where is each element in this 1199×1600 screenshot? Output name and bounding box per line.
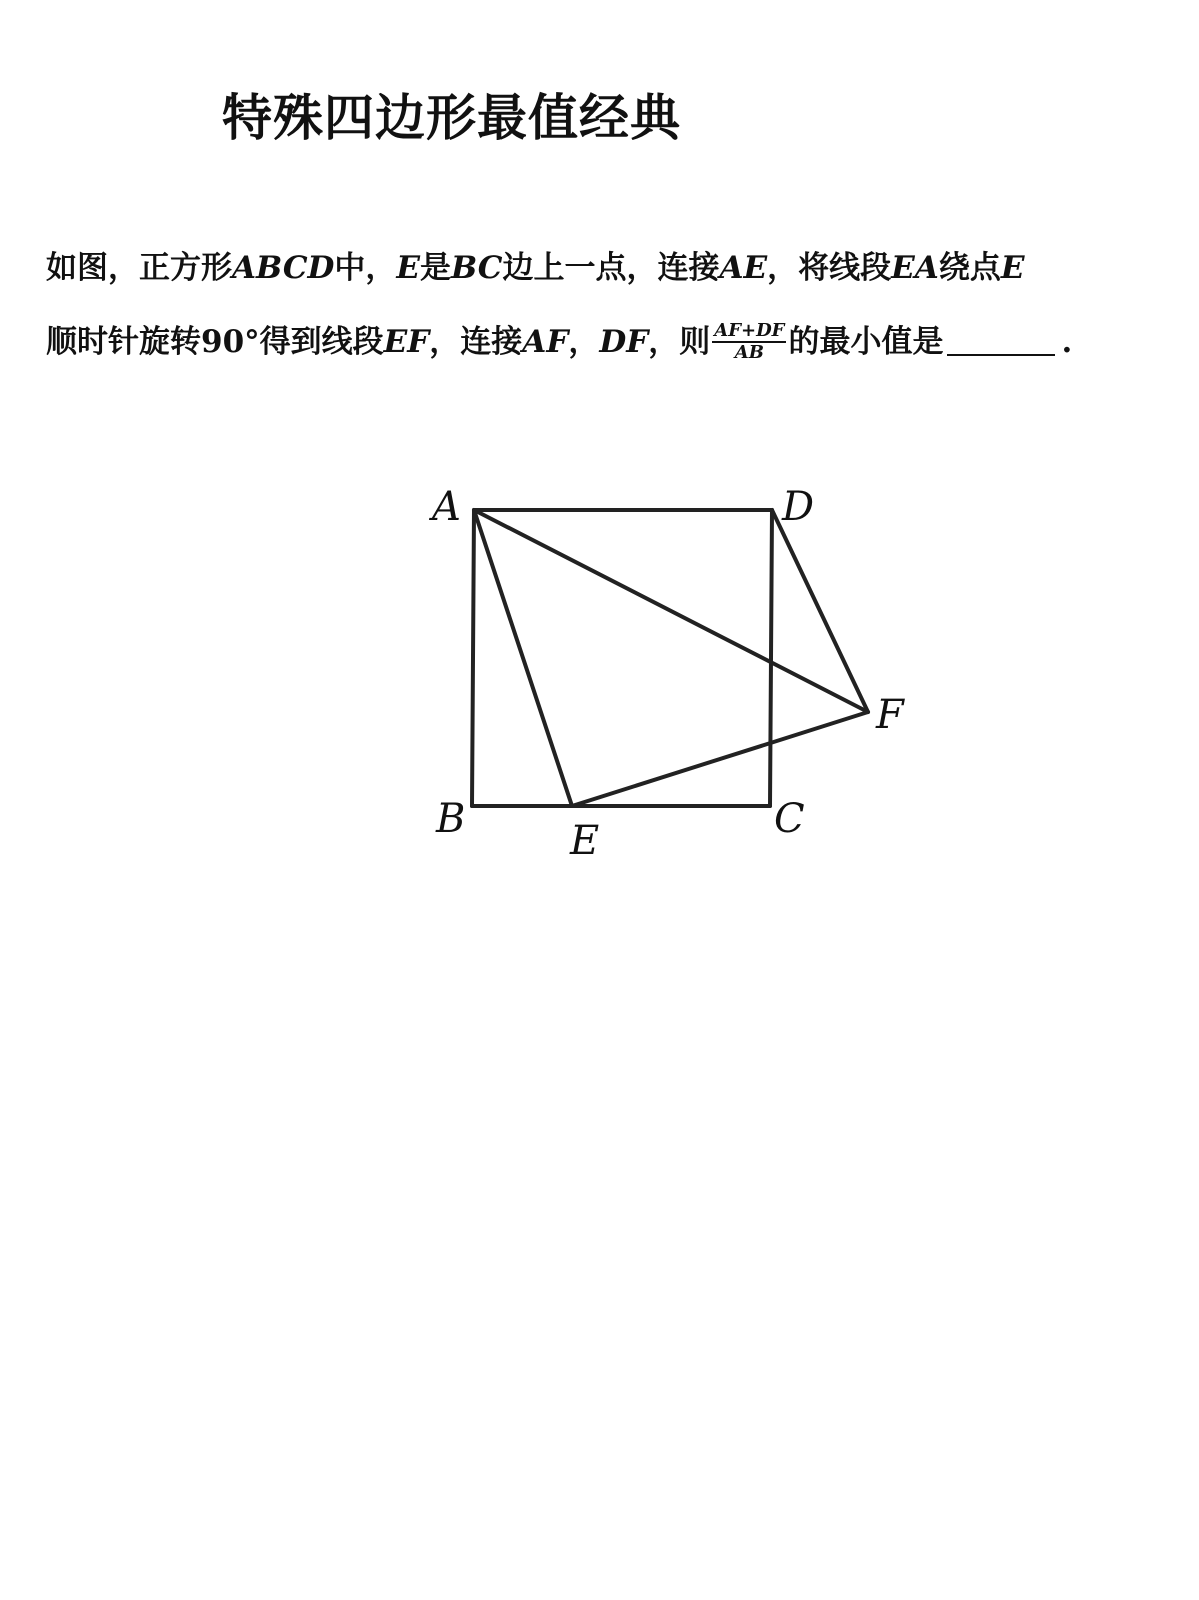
math-segment-af: AF: [522, 323, 569, 360]
text-segment: ，连接: [429, 323, 523, 360]
text-segment: 顺时针旋转90°得到线段: [46, 323, 384, 360]
math-point-e: E: [396, 249, 421, 286]
label-f: F: [876, 692, 904, 738]
text-segment: 如图，正方形: [46, 249, 232, 286]
text-segment: 中，: [334, 249, 397, 286]
fraction-denominator: AB: [734, 342, 764, 363]
side-ab: [472, 510, 474, 806]
text-segment: ，将线段: [767, 249, 892, 286]
geometry-figure: [400, 470, 960, 890]
page-title: 特殊四边形最值经典: [222, 88, 681, 147]
text-segment: 边上一点，连接: [502, 249, 720, 286]
math-segment-ae: AE: [719, 249, 768, 286]
text-segment: 绕点: [938, 249, 1001, 286]
text-segment: ，则: [648, 323, 711, 360]
label-d: D: [782, 484, 815, 530]
segment-df: [772, 510, 868, 712]
math-segment-df: DF: [599, 323, 649, 360]
problem-text: [46, 238, 1166, 372]
figure-svg: [400, 470, 960, 890]
label-c: C: [774, 796, 805, 842]
label-a: A: [432, 484, 461, 530]
answer-blank: [947, 328, 1055, 356]
segment-ef: [572, 712, 868, 806]
label-e: E: [570, 818, 600, 864]
math-segment-ea: EA: [891, 249, 939, 286]
text-segment: 是: [420, 249, 452, 286]
side-dc: [770, 510, 772, 806]
label-b: B: [436, 796, 466, 842]
math-square-abcd: ABCD: [232, 249, 335, 286]
math-segment-ef: EF: [383, 323, 430, 360]
problem-line-2: [46, 312, 1166, 372]
math-point-e-rotation: E: [1000, 249, 1025, 286]
fraction: [712, 321, 786, 363]
problem-line-1: [46, 238, 1166, 298]
math-side-bc: BC: [451, 249, 503, 286]
text-segment: ，: [568, 323, 600, 360]
period: .: [1061, 323, 1073, 360]
fraction-numerator: AF+DF: [714, 320, 785, 342]
text-segment: 的最小值是: [788, 323, 944, 360]
segment-af: [474, 510, 868, 712]
